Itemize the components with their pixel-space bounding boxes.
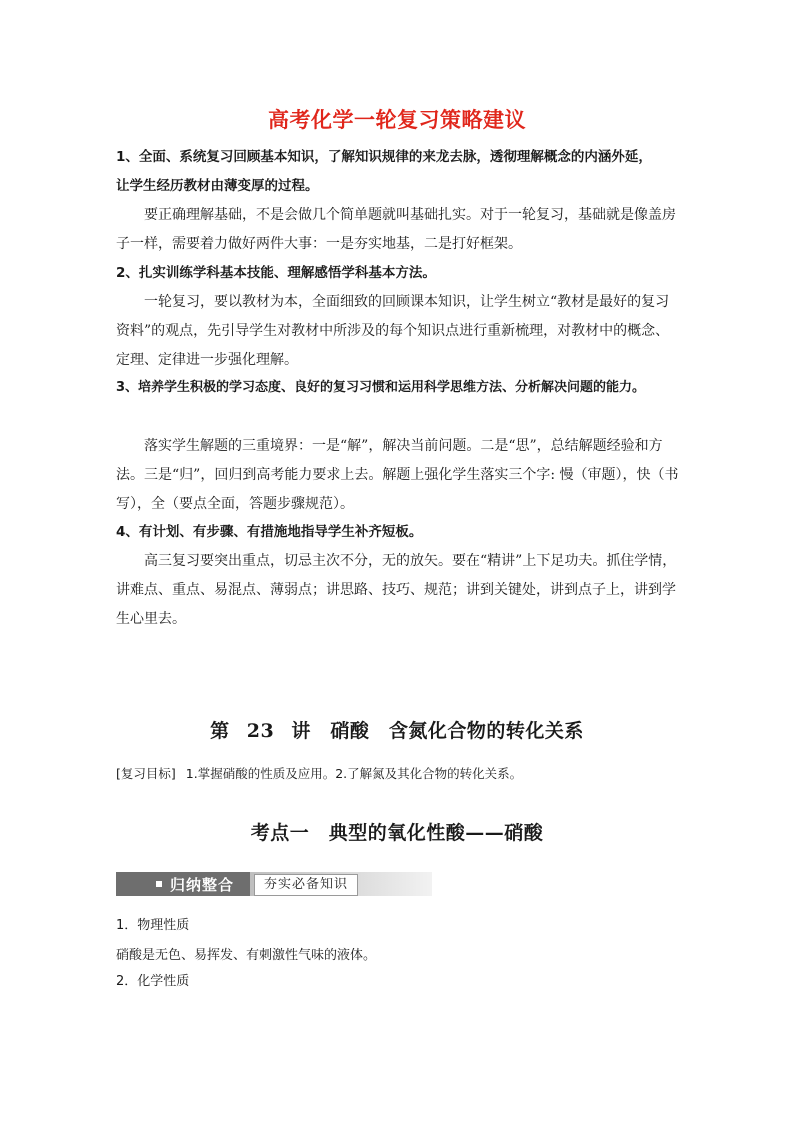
section-banner (116, 872, 432, 896)
banner-label: 归纳整合 (170, 875, 235, 894)
review-goal-tag: [复习目标] (116, 766, 176, 781)
point-2-heading: 2、扎实训练学科基本技能、理解感悟学科基本方法。 (116, 265, 436, 281)
point-3-body: 落实学生解题的三重境界：一是“解”，解决当前问题。二是“思”，总结解题经验和方 法。三是“归”，回归到高考能力要求上去。解题上强化学生落实三个字: 慢（审题），快（书 写），全（要点全面，答题步骤规范）。 (116, 438, 679, 512)
point-1-heading: 1、全面、系统复习回顾基本知识，了解知识规律的来龙去脉，透彻理解概念的内涵外延， 让学生经历教材由薄变厚的过程。 (116, 149, 652, 194)
item-2-heading: 2．化学性质 (116, 974, 190, 989)
point-4-body: 高三复习要突出重点，切忌主次不分，无的放矢。要在“精讲”上下足功夫。抓住学情， 讲难点、重点、易混点、薄弱点；讲思路、技巧、规范；讲到关键处，讲到点子上，讲到学 生心里去。 (116, 553, 677, 627)
square-bullet-icon (156, 881, 162, 887)
section-title: 考点一 典型的氧化性酸——硝酸 (250, 822, 544, 844)
point-3-heading: 3、培养学生积极的学习态度、良好的复习习惯和运用科学思维方法、分析解决问题的能力。 (116, 380, 646, 395)
item-1-heading: 1．物理性质 (116, 918, 190, 933)
point-2-body: 一轮复习，要以教材为本，全面细致的回顾课本知识，让学生树立“教材是最好的复习 资料”的观点，先引导学生对教材中所涉及的每个知识点进行重新梳理，对教材中的概念、 定理、定律进一步强化理解。 (116, 294, 670, 368)
banner-label-box (116, 872, 250, 896)
review-goal-text: 1.掌握硝酸的性质及应用。2.了解氮及其化合物的转化关系。 (185, 766, 523, 781)
item-1-text: 硝酸是无色、易挥发、有刺激性气味的液体。 (116, 948, 377, 963)
banner-subtitle: 夯实必备知识 (254, 874, 358, 896)
lecture-title: 第 23 讲 硝酸 含氮化合物的转化关系 (210, 720, 584, 742)
page-title: 高考化学一轮复习策略建议 (268, 108, 526, 132)
point-1-body: 要正确理解基础，不是会做几个简单题就叫基础扎实。对于一轮复习，基础就是像盖房 子一样，需要着力做好两件大事：一是夯实地基，二是打好框架。 (116, 207, 676, 252)
point-4-heading: 4、有计划、有步骤、有措施地指导学生补齐短板。 (116, 524, 423, 540)
review-goal (116, 764, 716, 782)
